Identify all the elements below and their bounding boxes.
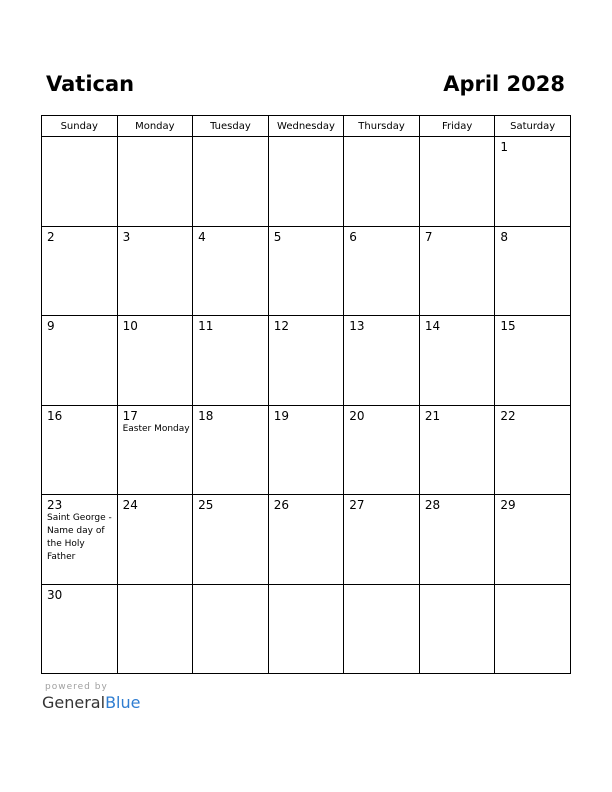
brand-general: General [42,693,106,712]
day-cell [268,584,344,674]
day-number: 1 [500,140,509,154]
day-cell [495,584,571,674]
day-number: 24 [122,498,138,512]
day-cell [193,405,269,495]
day-cell [495,495,571,585]
day-cell [42,137,118,227]
day-cell [419,226,495,316]
day-number: 13 [349,319,365,333]
day-number: 11 [198,319,214,333]
day-cell [344,405,420,495]
day-cell [117,226,193,316]
day-cell [344,137,420,227]
day-cell [344,316,420,406]
day-number: 29 [500,498,516,512]
day-cell [193,584,269,674]
day-cell [419,495,495,585]
day-cell [42,405,118,495]
day-cell [268,137,344,227]
day-number: 3 [122,229,131,244]
day-number: 28 [424,498,441,512]
day-cell [42,495,118,585]
day-cell [193,137,269,227]
day-cell [419,584,495,674]
day-cell [268,226,344,316]
day-cell [117,584,193,674]
day-number: 25 [198,498,214,512]
day-number: 12 [273,319,289,333]
brand-blue: Blue [105,693,141,712]
holiday-label: Saint George - Name day of the Holy Father [47,513,112,562]
day-cell [268,405,344,495]
day-cell [419,316,495,406]
day-cell [42,584,118,674]
day-cell [419,137,495,227]
day-cell [268,316,344,406]
day-cell [495,137,571,227]
day-number: 18 [198,408,214,423]
weekday-wednesday: Wednesday [268,116,344,137]
holiday-label: Easter Monday [122,423,190,434]
calendar-grid [41,115,571,674]
weekday-saturday: Saturday [495,116,571,137]
weekday-tuesday: Tuesday [193,116,269,137]
weekday-header-row [42,116,571,137]
weekday-friday: Friday [419,116,495,137]
day-cell [419,405,495,495]
day-number: 14 [424,319,441,333]
day-cell [268,495,344,585]
week-row [42,405,571,495]
day-number: 20 [349,408,365,423]
day-cell [495,316,571,406]
day-cell [495,226,571,316]
day-number: 8 [500,229,509,244]
day-cell [344,584,420,674]
day-cell [117,495,193,585]
day-number: 4 [198,229,206,244]
day-cell [344,226,420,316]
weekday-thursday: Thursday [344,116,420,137]
day-number: 16 [47,408,63,423]
day-cell [117,316,193,406]
week-row [42,226,571,316]
day-number: 7 [424,229,433,244]
day-cell [193,495,269,585]
day-number: 26 [273,498,289,512]
day-cell [117,405,193,495]
week-row [42,584,571,674]
day-number: 30 [47,587,63,602]
week-row [42,316,571,406]
day-number: 15 [500,319,516,333]
generalblue-logo [42,693,140,713]
month-year-title: April 2028 [443,72,565,96]
day-cell [495,405,571,495]
day-number: 22 [500,408,516,423]
day-number: 27 [349,498,365,512]
day-number: 21 [424,408,441,423]
day-number: 17 [122,408,138,423]
day-number: 2 [47,229,55,244]
day-number: 6 [349,229,357,244]
week-row [42,137,571,227]
day-cell [42,316,118,406]
day-number: 23 [47,498,63,512]
day-number: 19 [273,408,289,423]
week-row [42,495,571,585]
day-cell [193,316,269,406]
powered-by-label: powered by [45,682,108,692]
day-cell [42,226,118,316]
day-cell [193,226,269,316]
weekday-monday: Monday [117,116,193,137]
weekday-sunday: Sunday [42,116,118,137]
day-number: 10 [122,319,138,333]
day-cell [344,495,420,585]
day-number: 9 [47,319,55,333]
day-number: 5 [273,229,282,244]
country-title: Vatican [46,72,135,96]
day-cell [117,137,193,227]
